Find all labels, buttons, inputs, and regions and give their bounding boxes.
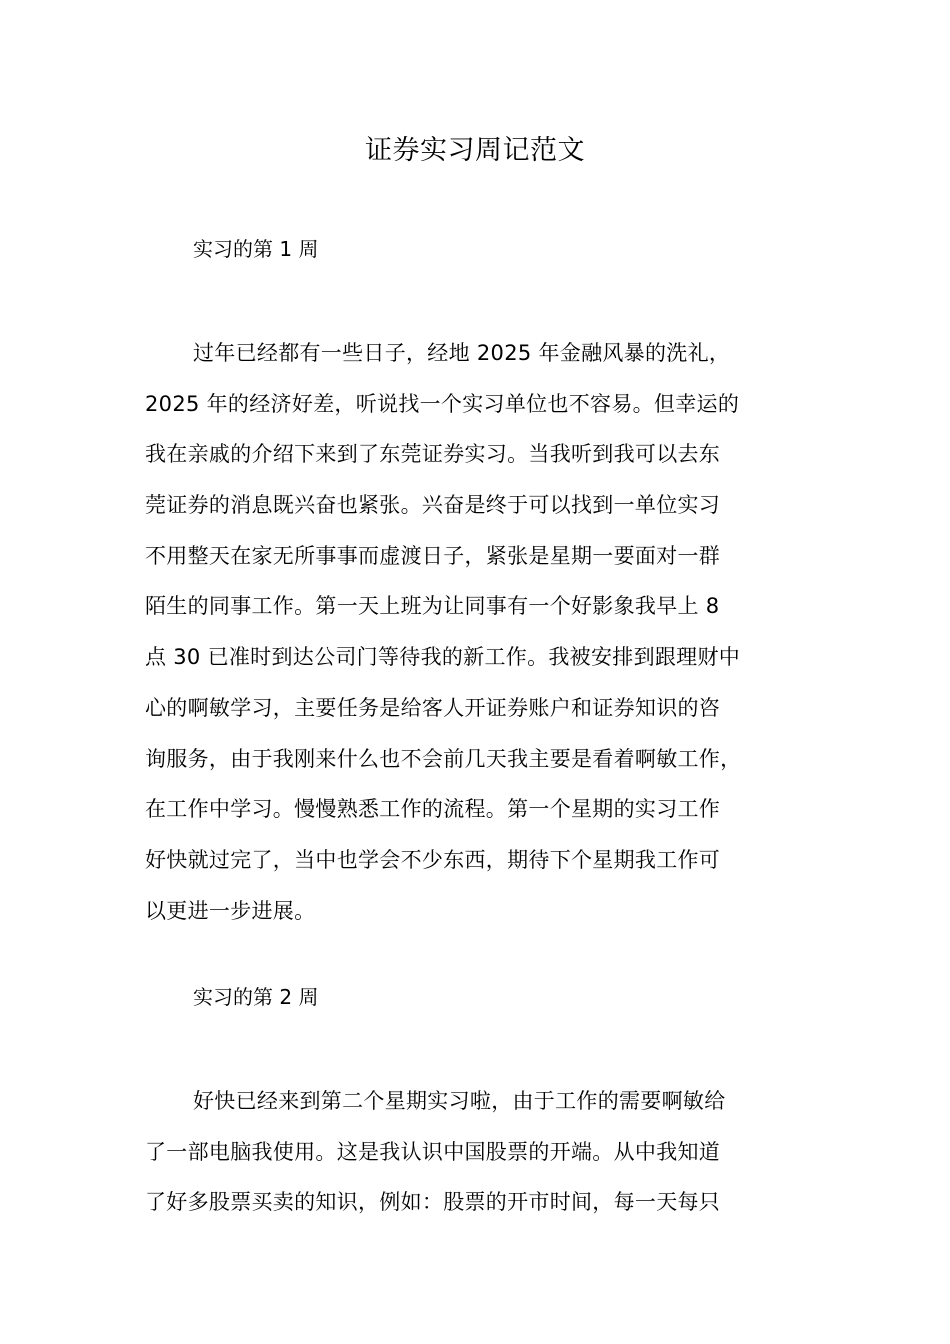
paragraph-line: 我在亲戚的介绍下来到了东莞证券实习。当我听到我可以去东 (145, 442, 721, 467)
document-title: 证券实习周记范文 (365, 135, 585, 166)
paragraph-line: 了一部电脑我使用。这是我认识中国股票的开端。从中我知道 (145, 1139, 721, 1164)
paragraph-line: 不用整天在家无所事事而虚渡日子，紧张是星期一要面对一群 (145, 543, 721, 568)
paragraph-line: 了好多股票买卖的知识，例如：股票的开市时间，每一天每只 (145, 1190, 721, 1215)
paragraph-line: 心的啊敏学习，主要任务是给客人开证券账户和证券知识的咨 (145, 695, 721, 720)
section-heading-week-1: 实习的第 1 周 (193, 237, 319, 261)
paragraph-line: 好快已经来到第二个星期实习啦，由于工作的需要啊敏给 (193, 1089, 726, 1113)
paragraph-line: 2025 年的经济好差，听说找一个实习单位也不容易。但幸运的 (145, 391, 740, 416)
paragraph-line: 点 30 已准时到达公司门等待我的新工作。我被安排到跟理财中 (145, 645, 741, 670)
section-paragraph-week-2 (145, 1076, 835, 1228)
section-paragraph-week-1 (145, 328, 835, 936)
paragraph-line: 在工作中学习。慢慢熟悉工作的流程。第一个星期的实习工作 (145, 797, 721, 822)
paragraph-line: 好快就过完了，当中也学会不少东西，期待下个星期我工作可 (145, 847, 721, 872)
paragraph-line: 以更进一步进展。 (145, 898, 316, 923)
paragraph-line: 陌生的同事工作。第一天上班为让同事有一个好影象我早上 8 (145, 594, 720, 619)
section-heading-week-2: 实习的第 2 周 (193, 985, 319, 1009)
paragraph-line: 过年已经都有一些日子，经地 2025 年金融风暴的洗礼， (193, 341, 731, 365)
paragraph-line: 询服务，由于我刚来什么也不会前几天我主要是看着啊敏工作， (145, 746, 742, 771)
paragraph-line: 莞证券的消息既兴奋也紧张。兴奋是终于可以找到一单位实习 (145, 493, 721, 518)
